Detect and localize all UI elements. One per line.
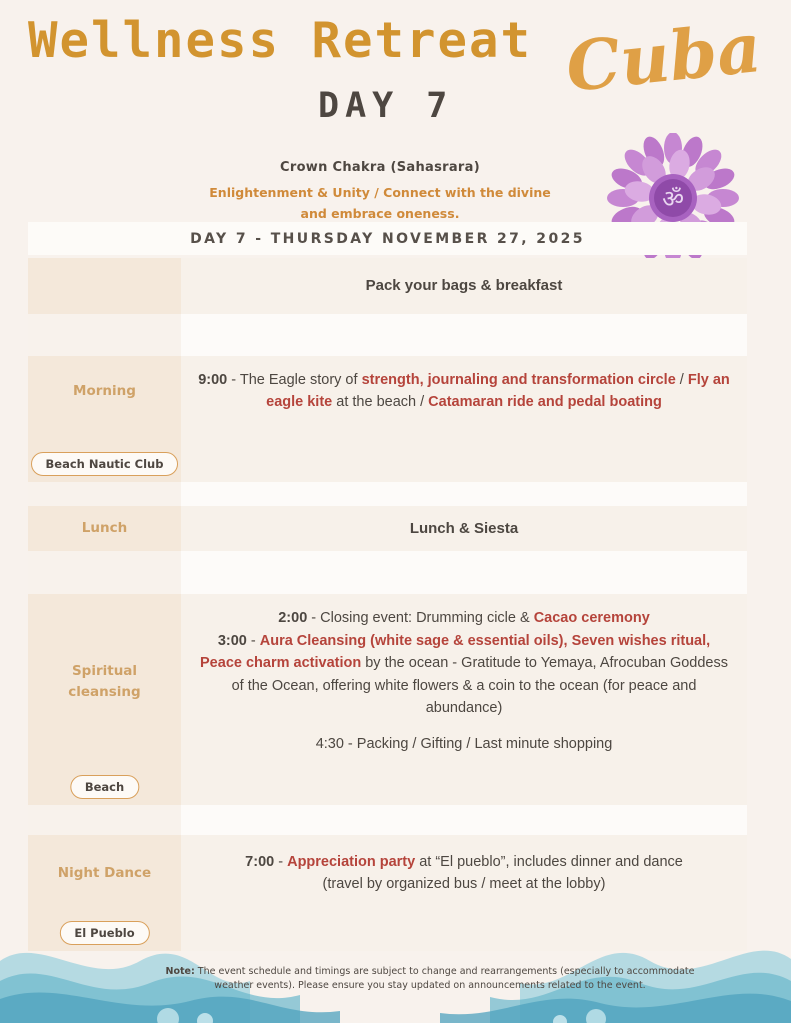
spiritual-hl-1: Cacao ceremony [533, 610, 650, 627]
table-row-spiritual-pill [28, 769, 747, 805]
spacer-left [28, 482, 181, 506]
table-spacer-1 [28, 314, 747, 332]
footer-note [150, 965, 710, 994]
morning-text-c: at the beach / [332, 394, 429, 410]
title-day: DAY 7 [318, 86, 454, 126]
spiritual-hl-2: Aura Cleansing (white sage & essential oils), Seven wishes ritual, Peace charm activation [200, 632, 711, 672]
night-hl-a: Appreciation party [287, 853, 416, 870]
header [0, 0, 791, 148]
footer-note-text: The event schedule and timings are subject to change and rearrangements (especially to accommodate weather events). Please ensure you stay updated on announcements related to the event. [194, 965, 695, 991]
date-bar-text: DAY 7 - THURSDAY NOVEMBER 27, 2025 [190, 230, 585, 247]
spiritual-time-1: 2:00 [278, 610, 308, 627]
table-row-spiritual [28, 594, 747, 769]
row-label-night [28, 835, 181, 911]
morning-hl-b: Fly an eagle kite [266, 371, 730, 410]
schedule-table [28, 258, 747, 951]
spacer-right [181, 332, 747, 356]
table-spacer-2 [28, 482, 747, 506]
spiritual-line-1 [195, 607, 733, 629]
spacer-right [181, 482, 747, 506]
location-pill-el-pueblo[interactable]: El Pueblo [59, 921, 149, 945]
table-row-breakfast [28, 258, 747, 314]
table-spacer-1b [28, 332, 747, 356]
spacer-left [28, 332, 181, 356]
morning-hl-a: strength, journaling and transformation circle [361, 371, 676, 388]
morning-text-b: / [675, 371, 688, 388]
table-row-night [28, 835, 747, 911]
spiritual-line-2 [195, 630, 733, 720]
spacer-right [181, 805, 747, 835]
spacer-left [28, 569, 181, 594]
chakra-description-line2: and embrace oneness. [300, 205, 460, 221]
night-text [245, 851, 683, 896]
spacer-right [181, 551, 747, 569]
spiritual-gap [195, 719, 733, 733]
table-spacer-3b [28, 569, 747, 594]
table-spacer-3 [28, 551, 747, 569]
row-content-spiritual [181, 594, 747, 769]
spiritual-time-2: 3:00 [217, 632, 247, 649]
night-text-b: at “El pueblo”, includes dinner and dance [415, 853, 683, 870]
spacer-right [181, 569, 747, 594]
night-text-a: - [274, 853, 288, 870]
spiritual-text [195, 607, 733, 756]
spiritual-text-1: - Closing event: Drumming cicle & [307, 610, 534, 627]
footer-note-label: Note: [165, 965, 195, 977]
spacer-right [181, 314, 747, 332]
date-bar [28, 222, 747, 255]
row-content-lunch [181, 506, 747, 551]
spacer-left [28, 551, 181, 569]
night-time: 7:00 [245, 853, 275, 870]
row-content-breakfast [181, 258, 747, 314]
location-pill-beach-nautic-club[interactable]: Beach Nautic Club [31, 452, 179, 476]
row-label-spiritual-pill [28, 769, 181, 805]
table-spacer-4 [28, 805, 747, 835]
spacer-left [28, 805, 181, 835]
spiritual-text-2: - [246, 632, 260, 649]
morning-text-a: - The Eagle story of [227, 371, 362, 388]
spiritual-line-3: 4:30 - Packing / Gifting / Last minute shopping [315, 736, 613, 753]
row-content-morning [181, 356, 747, 426]
table-row-lunch [28, 506, 747, 551]
label-text: Lunch [81, 520, 128, 537]
wave-decoration [0, 903, 791, 1023]
chakra-info [170, 160, 590, 224]
spiritual-rest-2: by the ocean - Gratitude to Yemaya, Afrocuban Goddess of the Ocean, offering white flowers & a coin to the ocean (for peace and abundance) [231, 655, 728, 716]
spacer-left [28, 314, 181, 332]
morning-time: 9:00 [198, 371, 228, 388]
row-label-morning-pill [28, 426, 181, 482]
label-text: Morning [73, 382, 136, 399]
page-title: Wellness Retreat [28, 12, 533, 69]
breakfast-text: Pack your bags & breakfast [365, 277, 563, 295]
table-row-morning-pill [28, 426, 747, 482]
lunch-text: Lunch & Siesta [409, 519, 519, 537]
label-text: Night Dance [57, 864, 152, 881]
row-label-breakfast [28, 258, 181, 314]
night-line-1 [245, 851, 683, 873]
morning-hl-c: Catamaran ride and pedal boating [428, 394, 662, 410]
row-label-lunch [28, 506, 181, 551]
label-line1: Spiritual [71, 663, 138, 680]
chakra-name: Crown Chakra (Sahasrara) [280, 160, 480, 175]
night-line-2: (travel by organized bus / meet at the lobby) [322, 876, 606, 892]
label-text [68, 661, 140, 702]
chakra-description [170, 183, 590, 224]
morning-text [195, 369, 733, 414]
table-row-morning [28, 356, 747, 426]
row-content-morning-pill [181, 426, 747, 482]
row-content-night [181, 835, 747, 911]
title-cuba: Cuba [562, 8, 765, 108]
chakra-description-line1: Enlightenment & Unity / Connect with the divine [209, 185, 551, 200]
om-symbol: ॐ [662, 185, 684, 213]
row-content-spiritual-pill [181, 769, 747, 805]
label-line2: cleansing [68, 683, 141, 700]
location-pill-beach[interactable]: Beach [70, 775, 139, 799]
row-label-spiritual [28, 594, 181, 769]
row-label-morning [28, 356, 181, 426]
